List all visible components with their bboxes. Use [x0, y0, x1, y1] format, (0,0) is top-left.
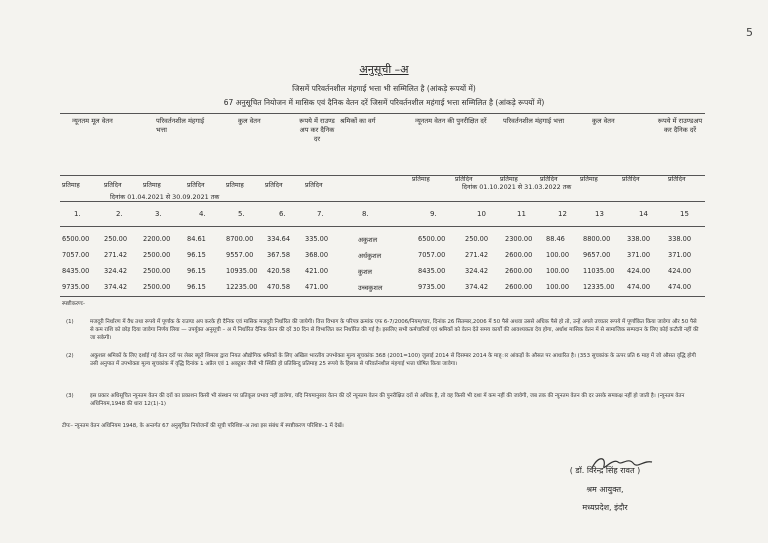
- table-cell: 84.61: [187, 235, 206, 243]
- signatory-place: मध्यप्रदेश, इंदौर: [582, 503, 628, 512]
- table-cell: 324.42: [465, 267, 489, 275]
- period-right: दिनांक 01.10.2021 से 31.03.2022 तक: [462, 183, 572, 191]
- table-cell: 8435.00: [62, 267, 90, 275]
- document-title: अनुसूची –अ: [359, 63, 409, 76]
- subheader-right-3: प्रतिदिन: [540, 175, 558, 183]
- subheader-left-6: प्रतिदिन: [305, 181, 323, 189]
- table-cell: 2300.00: [505, 235, 533, 243]
- table-cell: 374.42: [465, 283, 489, 291]
- table-cell: 2600.00: [505, 251, 533, 259]
- column-number: 6.: [279, 210, 286, 218]
- table-cell: 12335.00: [583, 283, 615, 291]
- table-cell: 250.00: [104, 235, 128, 243]
- table-cell: 2600.00: [505, 283, 533, 291]
- subheader-left-5: प्रतिदिन: [265, 181, 283, 189]
- table-cell: 338.00: [627, 235, 651, 243]
- column-number: 10: [477, 210, 486, 218]
- table-cell: 424.00: [627, 267, 651, 275]
- table-cell: 470.58: [267, 283, 291, 291]
- header-total-left: कुल वेतन: [238, 117, 261, 125]
- worker-category: उच्चकुशल: [358, 284, 383, 292]
- table-cell: 334.64: [267, 235, 291, 243]
- subheader-left-1: प्रतिदिन: [104, 181, 122, 189]
- table-cell: 96.15: [187, 283, 206, 291]
- note-text: अकुशल श्रमिकों के लिए दर्शाई गई वेतन दरों पर लेबर ब्यूरो शिमला द्वारा नियत औद्योगिक श्रमिकों के लिए अखिल भारतीय उपभोक्ता मूल्य सूचकांक 368 (2001=100) जुलाई 2014 से दिसम्बर 2014 के माह्ार आंकड़ों के औसत पर आधारित है। (353 सूचकांक के ऊपर प्रति 6 माह में जो औसत वृद्धि होगी उसी अनुपात में उपभोक्ता मूल्य सूचकांक में वृद्धि दिनांक 1 अप्रैल एवं 1 अक्टूबर जैसी भी स्थिति हो प्रतिबिन्दु प्रतिमाह 25 रूपये के हिसाब से परिवर्तनशील मंहगाई भत्ता घोषित किया जावेगा।: [90, 353, 696, 367]
- subheader-left-3: प्रतिदिन: [187, 181, 205, 189]
- table-cell: 335.00: [305, 235, 329, 243]
- note-text: इस प्रकार अधिसूचित न्यूनतम वेतन की दरों का प्रकाशन किसी भी संस्थान पर प्रतिकूल प्रभाव नहीं डालेगा, यदि नियमानुसार वेतन की दरें न्यूनतम वेतन की पुनरीक्षित दरों से अधिक है, तो वह किसी भी दशा में कम नहीं की जावेगी, जब तक की न्यूनतम वेतन की दर उसके समकक्ष नहीं हो जाती है। (न्यूनतम वेतन अधिनियम,1948 की धारा 12(1)-1): [90, 393, 685, 407]
- table-cell: 9735.00: [418, 283, 446, 291]
- column-number: 8.: [362, 210, 369, 218]
- table-cell: 2500.00: [143, 267, 171, 275]
- table-cell: 271.42: [465, 251, 489, 259]
- header-rounded-left: रूपये में राउण्ड अप कर दैनिक दर: [299, 117, 335, 143]
- page-number: 5: [746, 26, 753, 39]
- table-cell: 100.00: [546, 267, 570, 275]
- signatory-name: ( डॉ. विरेन्द्र सिंह रावत ): [569, 466, 641, 475]
- table-cell: 8700.00: [226, 235, 254, 243]
- table-cell: 371.00: [668, 251, 692, 259]
- header-vda-left: परिवर्तनशील मंहगाई भत्ता: [156, 117, 205, 134]
- table-cell: 6500.00: [418, 235, 446, 243]
- subheader-left-2: प्रतिमाह: [143, 181, 161, 189]
- period-left: दिनांक 01.04.2021 से 30.09.2021 तक: [110, 193, 220, 201]
- table-cell: 100.00: [546, 251, 570, 259]
- subheader-right-2: प्रतिमाह: [500, 175, 518, 183]
- table-cell: 371.00: [627, 251, 651, 259]
- notes-heading: स्पष्टीकरणः-: [62, 301, 85, 307]
- column-number: 14: [639, 210, 648, 218]
- column-number: 3.: [155, 210, 162, 218]
- column-number: 5.: [238, 210, 245, 218]
- table-cell: 271.42: [104, 251, 128, 259]
- subheader-right-0: प्रतिमाह: [412, 175, 430, 183]
- table-cell: 471.00: [305, 283, 329, 291]
- column-number: 2.: [116, 210, 123, 218]
- subheader-left-4: प्रतिमाह: [226, 181, 244, 189]
- header-total-right: कुल वेतन: [592, 117, 615, 125]
- table-cell: 11035.00: [583, 267, 615, 275]
- note-text: मजदूरी निर्धारण में वैध तथा रूपये में पूर्णांक के राउण्ड अप करके ही दैनिक एवं मासिक मजदूरी निर्धारित की जायेगी। वित्त विभाग के परिपत्र क्रमांक एफ 6-7/2006/नियम/चार, दिनांक 26 सितम्बर,2006 में 50 पैसे अथवा उससे अधिक पैसे हो तो, उन्हें अगले उच्चतर रूपये में पूर्णांकित किया जावेगा और 50 पैसे से कम राशि को छोड़ दिया जावेगा निर्णय लिया — उपर्युक्त अनुसूची – अ में निर्धारित दैनिक वेतन की दरें 30 दिन से विभाजित कर निर्धारित की गई है। इसलिए सभी कर्मचारियों एवं श्रमिकों को वेतन देते समय कार्यों की आवश्यकता देय होगा, अर्धाश मासिक वेतन में से सामाजिक सम्पदान के लिए कोई कटौती नहीं की जा सकेगी।: [90, 319, 699, 341]
- subheader-right-4: प्रतिमाह: [580, 175, 598, 183]
- note-marker: (1): [66, 319, 74, 325]
- table-cell: 9557.00: [226, 251, 254, 259]
- table-cell: 374.42: [104, 283, 128, 291]
- worker-category: अकुशल: [358, 236, 378, 244]
- column-number: 13: [595, 210, 604, 218]
- column-number: 11: [517, 210, 526, 218]
- table-cell: 100.00: [546, 283, 570, 291]
- table-cell: 8800.00: [583, 235, 611, 243]
- table-cell: 9657.00: [583, 251, 611, 259]
- table-cell: 250.00: [465, 235, 489, 243]
- table-cell: 7057.00: [62, 251, 90, 259]
- worker-category: कुशल: [358, 268, 373, 276]
- worker-category: अर्धकुशल: [358, 252, 382, 260]
- table-cell: 8435.00: [418, 267, 446, 275]
- table-cell: 367.58: [267, 251, 291, 259]
- header-revised: न्यूनतम वेतन की पुनरीक्षित दरें: [415, 117, 487, 125]
- table-cell: 474.00: [668, 283, 692, 291]
- table-cell: 338.00: [668, 235, 692, 243]
- signatory-designation: श्रम आयुक्त,: [586, 485, 624, 494]
- table-cell: 10935.00: [226, 267, 258, 275]
- table-cell: 424.00: [668, 267, 692, 275]
- table-cell: 368.00: [305, 251, 329, 259]
- table-cell: 2500.00: [143, 283, 171, 291]
- table-cell: 88.46: [546, 235, 565, 243]
- note-text: टीपः– न्यूनतम वेतन अधिनियम 1948, के अन्तर्गत 67 अनुसूचित नियोजनों की सूची परिशिष्ट–अ तथा इस संबंध में स्पष्टीकरण परिशिष्ट–1 में देखें।: [62, 423, 344, 429]
- column-number: 15: [680, 210, 689, 218]
- table-cell: 96.15: [187, 251, 206, 259]
- table-cell: 12235.00: [226, 283, 258, 291]
- subheader-right-5: प्रतिदिन: [622, 175, 640, 183]
- header-category: श्रमिकों का वर्ग: [340, 117, 376, 125]
- subheader-left-0: प्रतिमाह: [62, 181, 80, 189]
- table-cell: 324.42: [104, 267, 128, 275]
- column-number: 4.: [199, 210, 206, 218]
- table-cell: 2200.00: [143, 235, 171, 243]
- table-cell: 2500.00: [143, 251, 171, 259]
- table-cell: 7057.00: [418, 251, 446, 259]
- subheader-right-1: प्रतिदिन: [455, 175, 473, 183]
- subheader-right-6: प्रतिदिन: [668, 175, 686, 183]
- column-number: 1.: [74, 210, 81, 218]
- note-marker: (2): [66, 353, 74, 359]
- header-min-basic: न्यूनतम मूल वेतन: [72, 117, 113, 125]
- subtitle-schedule: 67 अनुसूचित नियोजन में मासिक एवं दैनिक वेतन दरें जिसमें परिवर्तनशील महंगाई भत्ता सम्मिलित है (आंकड़े रूपयों में): [223, 98, 545, 107]
- column-number: 9.: [430, 210, 437, 218]
- header-rounded-right: रूपये में राउण्डअप कर दैनिक दरें: [657, 117, 703, 134]
- column-number: 12: [558, 210, 567, 218]
- table-cell: 9735.00: [62, 283, 90, 291]
- table-cell: 474.00: [627, 283, 651, 291]
- subtitle-vda-note: जिसमें परिवर्तनशील मंहगाई भत्ता भी सम्मिलित है (आंकड़े रूपयों में): [292, 84, 476, 93]
- table-cell: 96.15: [187, 267, 206, 275]
- note-marker: (3): [66, 393, 74, 399]
- table-cell: 421.00: [305, 267, 329, 275]
- table-cell: 6500.00: [62, 235, 90, 243]
- table-cell: 2600.00: [505, 267, 533, 275]
- header-vda-right: परिवर्तनशील मंहगाई भत्ता: [503, 117, 565, 125]
- table-cell: 420.58: [267, 267, 291, 275]
- column-number: 7.: [317, 210, 324, 218]
